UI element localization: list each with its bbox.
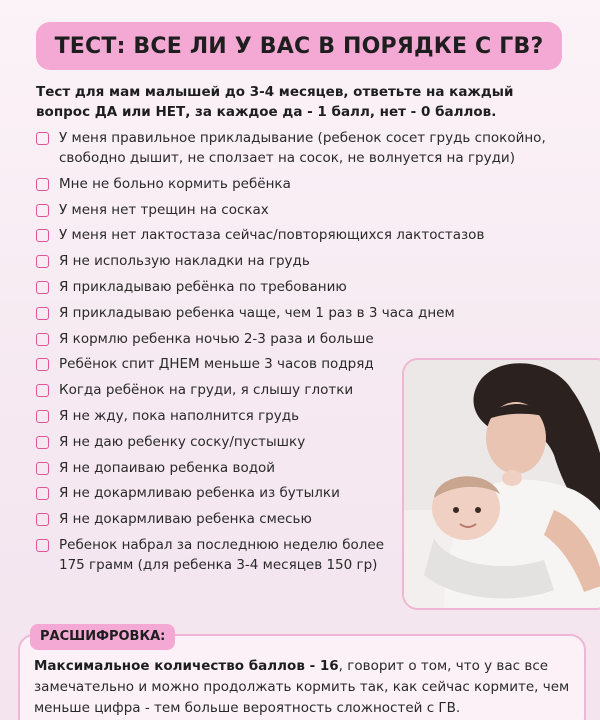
checkbox[interactable] (36, 539, 49, 552)
checkbox[interactable] (36, 229, 49, 242)
checkbox[interactable] (36, 204, 49, 217)
list-item-text: Я не докармливаю ребенка из бутылки (59, 485, 340, 502)
list-item (36, 251, 556, 271)
checkbox[interactable] (36, 410, 49, 423)
checkbox[interactable] (36, 436, 49, 449)
mother-baby-photo (402, 358, 600, 610)
list-item (36, 200, 556, 220)
checkbox[interactable] (36, 513, 49, 526)
checkbox[interactable] (36, 358, 49, 371)
list-item-text: Я не даю ребенку соску/пустышку (59, 433, 306, 450)
list-item-text: Ребенок набрал за последнюю неделю более 175 грамм (для ребенка 3-4 месяцев 150 гр) (59, 536, 385, 573)
checkbox[interactable] (36, 281, 49, 294)
list-item-text: Мне не больно кормить ребёнка (59, 175, 291, 192)
list-item-text: Когда ребёнок на груди, я слышу глотки (59, 382, 354, 399)
decode-rest: , говорит о том, что у вас все замечательно и можно продолжать кормить так, как сейчас кормите, чем меньше цифра - тем больше вероятность сложностей с ГВ. (34, 658, 570, 716)
checkbox[interactable] (36, 178, 49, 191)
checkbox[interactable] (36, 384, 49, 397)
intro-text: Тест для мам малышей до 3-4 месяцев, ответьте на каждый вопрос ДА или НЕТ, за каждое да - 1 балл, нет - 0 баллов. (36, 84, 514, 120)
decode-bold: Максимальное количество баллов - 16 (34, 658, 339, 674)
page-title: ТЕСТ: ВСЕ ЛИ У ВАС В ПОРЯДКЕ С ГВ? (36, 22, 562, 70)
list-item-text: Ребёнок спит ДНЕМ меньше 3 часов подряд (59, 356, 374, 373)
list-item (36, 174, 556, 194)
list-item-text: У меня нет трещин на сосках (59, 201, 269, 218)
list-item (36, 128, 556, 168)
checkbox[interactable] (36, 487, 49, 500)
checkbox[interactable] (36, 333, 49, 346)
list-item-text: У меня нет лактостаза сейчас/повторяющихся лактостазов (59, 227, 485, 244)
checkbox[interactable] (36, 307, 49, 320)
decode-label: РАСШИФРОВКА: (30, 624, 175, 650)
list-item (36, 303, 556, 323)
checkbox[interactable] (36, 255, 49, 268)
list-item (36, 225, 556, 245)
list-item-text: Я прикладываю ребёнка по требованию (59, 278, 347, 295)
photo-illustration (404, 360, 600, 610)
list-item-text: У меня правильное прикладывание (ребенок сосет грудь спокойно, свободно дышит, не сползает на сосок, не волнуется на груди) (59, 130, 546, 166)
checkbox[interactable] (36, 132, 49, 145)
list-item-text: Я не докармливаю ребенка смесью (59, 511, 312, 528)
list-item-text: Я кормлю ребенка ночью 2-3 раза и больше (59, 330, 374, 347)
list-item-text: Я не использую накладки на грудь (59, 253, 310, 270)
list-item-text: Я не допаиваю ребенка водой (59, 459, 276, 476)
list-item-text: Я прикладываю ребенка чаще, чем 1 раз в 3 часа днем (59, 304, 455, 321)
checkbox[interactable] (36, 462, 49, 475)
list-item (36, 277, 556, 297)
decode-text (34, 656, 574, 719)
list-item-text: Я не жду, пока наполнится грудь (59, 407, 300, 424)
list-item (36, 329, 556, 349)
